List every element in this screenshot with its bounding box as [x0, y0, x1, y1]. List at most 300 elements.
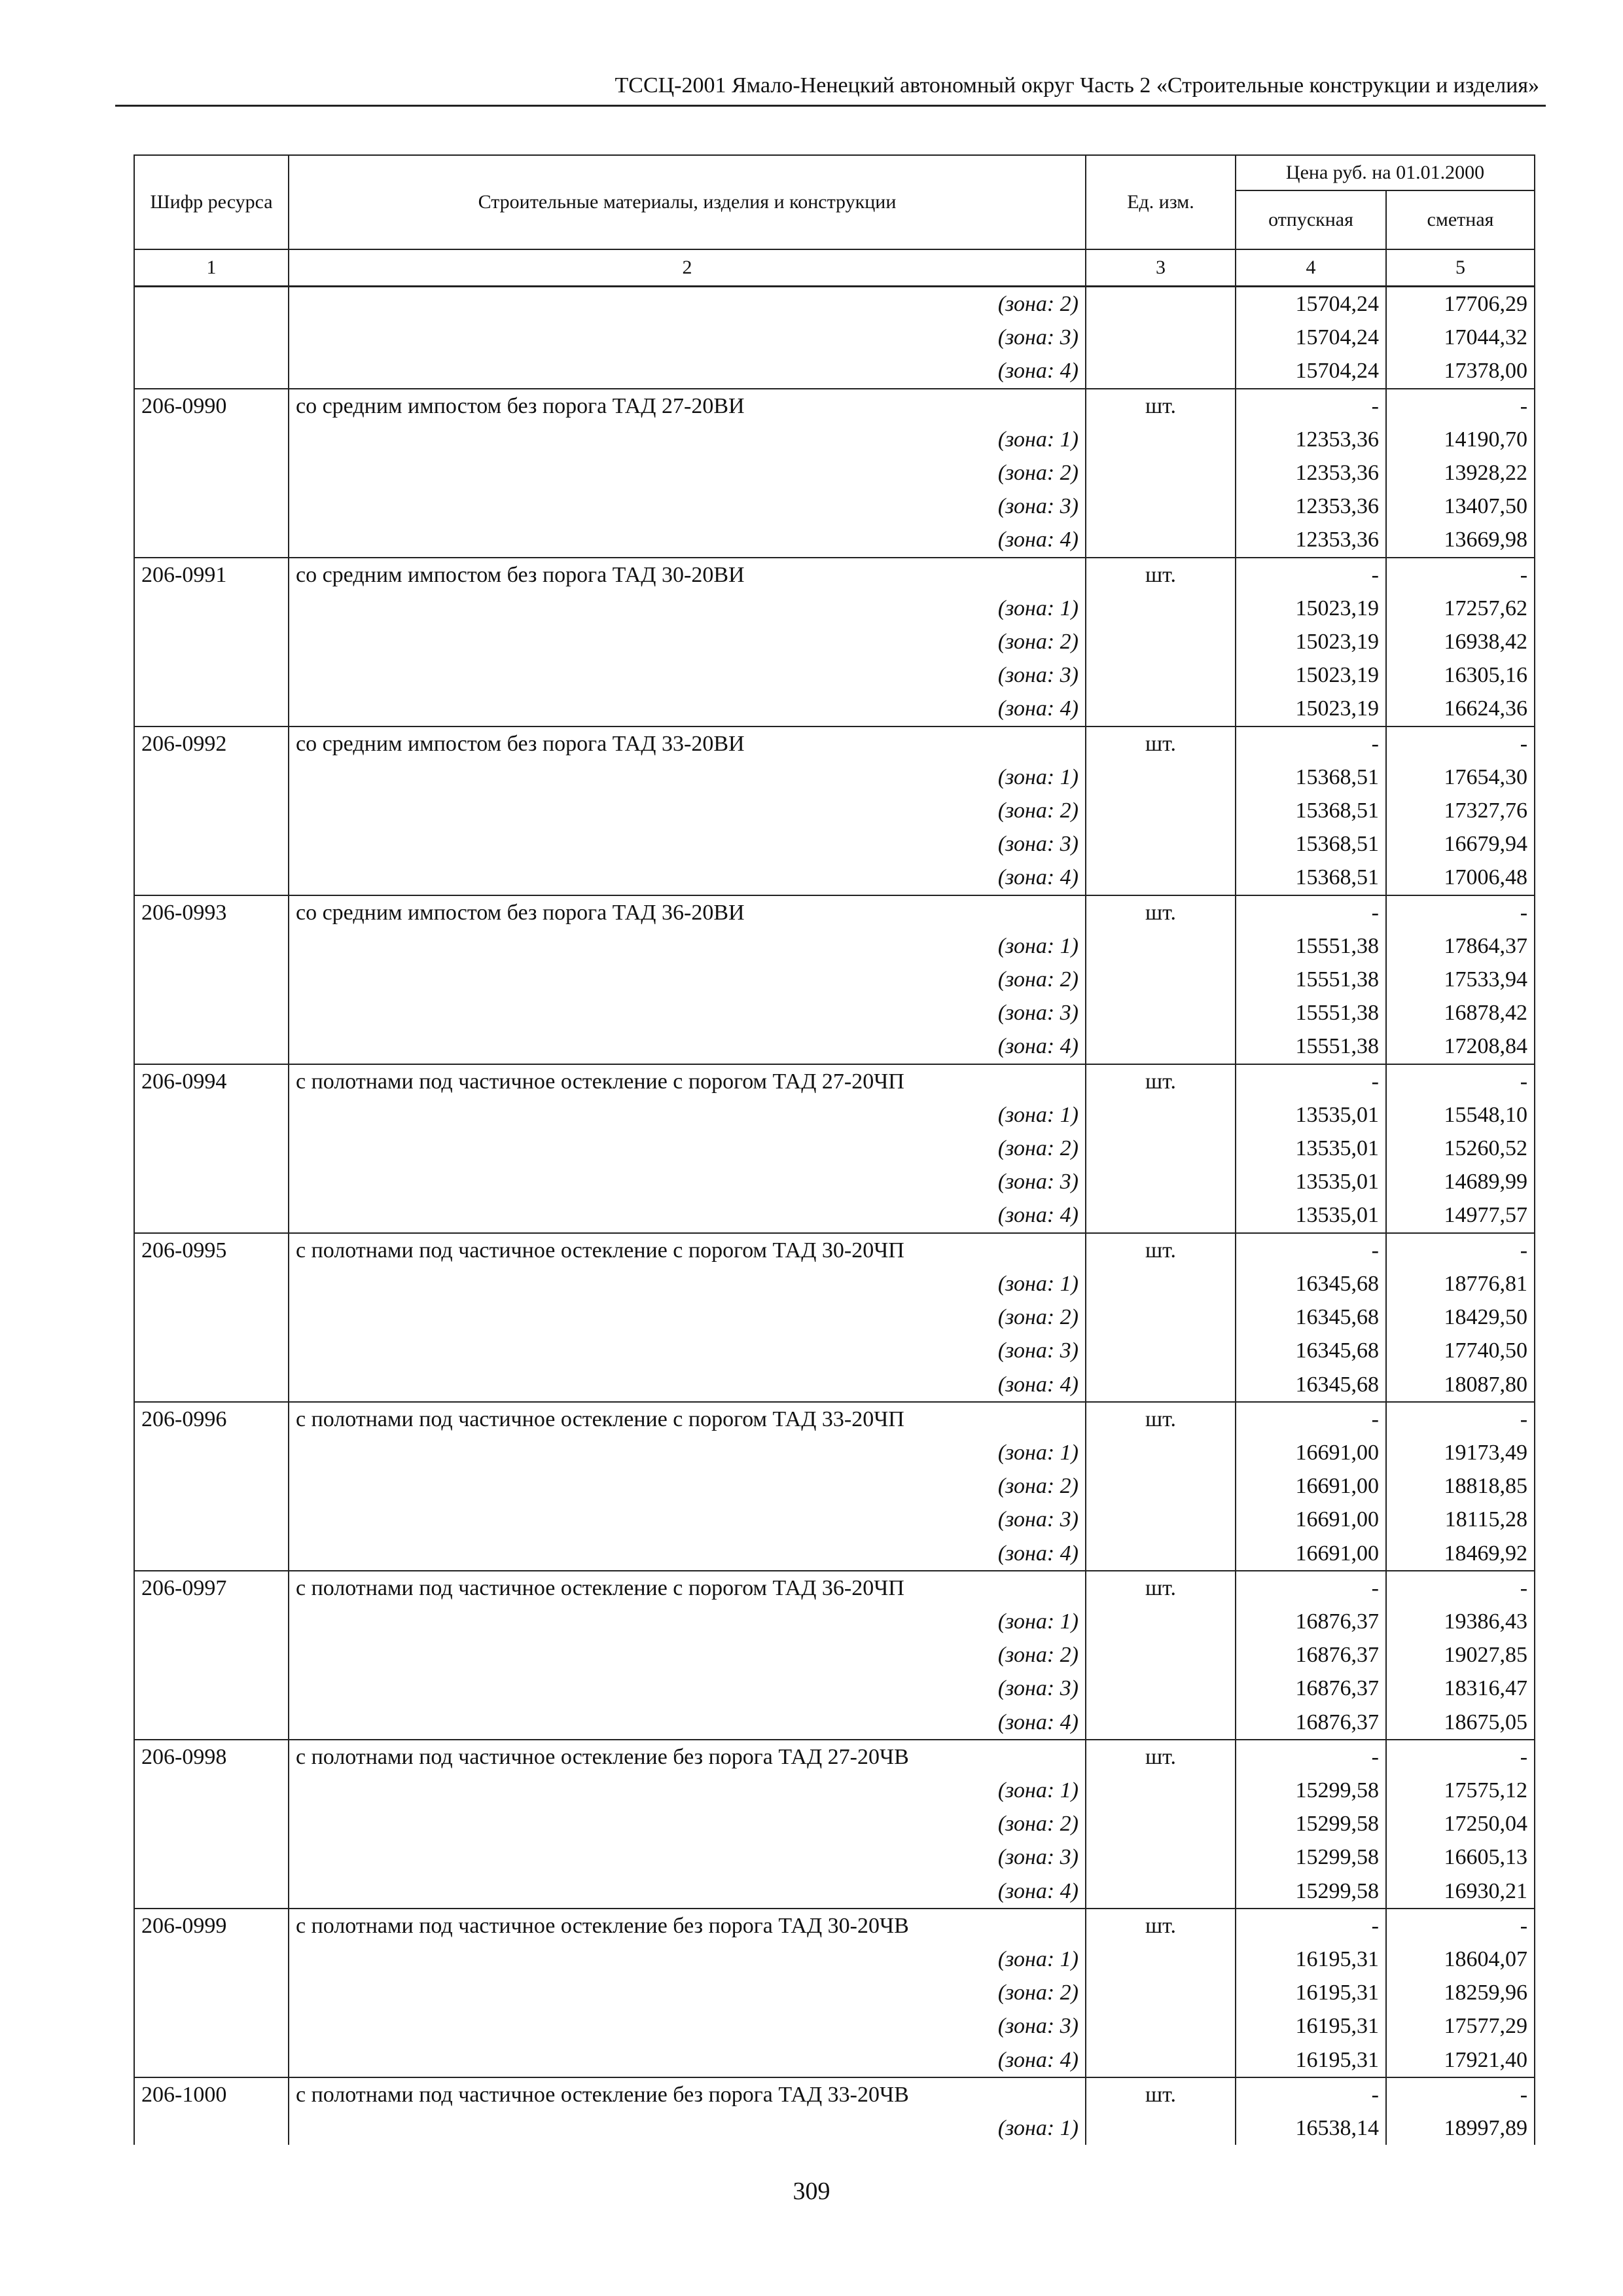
zone-label-cell: (зона: 4)	[289, 1368, 1086, 1402]
table-row-zone	[134, 1605, 1535, 1638]
release-price-cell: 12353,36	[1236, 523, 1386, 557]
table-row-resource	[134, 1402, 1535, 1436]
resource-code-cell	[134, 1368, 289, 1402]
resource-code-cell	[134, 1300, 289, 1334]
estimate-price-cell: 16878,42	[1386, 996, 1535, 1030]
release-price-cell: 15368,51	[1236, 827, 1386, 861]
resource-name-cell: с полотнами под частичное остекление с порогом ТАД 27-20ЧП	[289, 1064, 1086, 1098]
resource-code-cell	[134, 1672, 289, 1705]
unit-cell: шт.	[1086, 2077, 1236, 2111]
release-price-cell: -	[1236, 726, 1386, 761]
release-price-cell: -	[1236, 389, 1386, 423]
resource-code-cell: 206-0990	[134, 389, 289, 423]
release-price-cell: 16691,00	[1236, 1503, 1386, 1536]
table-row-zone	[134, 321, 1535, 354]
estimate-price-cell: 17740,50	[1386, 1334, 1535, 1367]
table-row-zone	[134, 1098, 1535, 1132]
zone-label-cell: (зона: 4)	[289, 1706, 1086, 1740]
release-price-cell: 15368,51	[1236, 861, 1386, 895]
resource-name-cell: со средним импостом без порога ТАД 30-20ВИ	[289, 558, 1086, 592]
estimate-price-cell: -	[1386, 558, 1535, 592]
release-price-cell: 13535,01	[1236, 1198, 1386, 1232]
unit-cell	[1086, 2111, 1236, 2145]
table-row-zone	[134, 1469, 1535, 1503]
release-price-cell: 16345,68	[1236, 1300, 1386, 1334]
resource-code-cell	[134, 963, 289, 996]
resource-code-cell	[134, 1503, 289, 1536]
release-price-cell: 16345,68	[1236, 1334, 1386, 1367]
zone-label-cell: (зона: 4)	[289, 354, 1086, 388]
estimate-price-cell: 16930,21	[1386, 1874, 1535, 1909]
estimate-price-cell: 18675,05	[1386, 1706, 1535, 1740]
table-row-zone	[134, 1198, 1535, 1232]
unit-cell	[1086, 1198, 1236, 1232]
release-price-cell: 12353,36	[1236, 490, 1386, 523]
release-price-cell: 15551,38	[1236, 963, 1386, 996]
unit-cell	[1086, 2009, 1236, 2043]
resource-code-cell: 206-0998	[134, 1740, 289, 1774]
estimate-price-cell: 17533,94	[1386, 963, 1535, 996]
resource-code-cell	[134, 1165, 289, 1198]
table-row-zone	[134, 1132, 1535, 1165]
resource-code-cell: 206-0997	[134, 1571, 289, 1605]
resource-code-cell	[134, 1976, 289, 2009]
column-number: 5	[1386, 249, 1535, 287]
unit-cell: шт.	[1086, 558, 1236, 592]
zone-label-cell: (зона: 2)	[289, 1469, 1086, 1503]
zone-label-cell: (зона: 1)	[289, 929, 1086, 963]
unit-cell	[1086, 423, 1236, 456]
estimate-price-cell: 17250,04	[1386, 1807, 1535, 1840]
column-header-unit: Ед. изм.	[1086, 155, 1236, 249]
release-price-cell: 16691,00	[1236, 1469, 1386, 1503]
unit-cell	[1086, 658, 1236, 692]
resource-code-cell	[134, 996, 289, 1030]
zone-label-cell: (зона: 3)	[289, 2009, 1086, 2043]
release-price-cell: -	[1236, 1064, 1386, 1098]
resource-code-cell: 206-1000	[134, 2077, 289, 2111]
resource-code-cell: 206-0995	[134, 1233, 289, 1267]
zone-label-cell: (зона: 3)	[289, 827, 1086, 861]
release-price-cell: 15023,19	[1236, 592, 1386, 625]
estimate-price-cell: -	[1386, 2077, 1535, 2111]
unit-cell	[1086, 794, 1236, 827]
release-price-cell: 15704,24	[1236, 354, 1386, 388]
release-price-cell: 16876,37	[1236, 1638, 1386, 1672]
resource-code-cell	[134, 523, 289, 557]
unit-cell	[1086, 1537, 1236, 1571]
table-row-zone	[134, 1165, 1535, 1198]
zone-label-cell: (зона: 2)	[289, 794, 1086, 827]
unit-cell: шт.	[1086, 1402, 1236, 1436]
unit-cell	[1086, 827, 1236, 861]
unit-cell	[1086, 1503, 1236, 1536]
table-row-zone	[134, 1874, 1535, 1909]
release-price-cell: 16876,37	[1236, 1672, 1386, 1705]
table-row-zone	[134, 1976, 1535, 2009]
estimate-price-cell: 13407,50	[1386, 490, 1535, 523]
table-row-zone	[134, 1300, 1535, 1334]
header-rule	[115, 105, 1546, 107]
unit-cell	[1086, 1706, 1236, 1740]
zone-label-cell: (зона: 3)	[289, 1503, 1086, 1536]
table-row-resource	[134, 1233, 1535, 1267]
document-header-title: ТССЦ-2001 Ямало-Ненецкий автономный округ Часть 2 «Строительные конструкции и изделия»	[615, 73, 1539, 98]
unit-cell	[1086, 1774, 1236, 1807]
resource-code-cell: 206-0991	[134, 558, 289, 592]
release-price-cell: 12353,36	[1236, 456, 1386, 490]
resource-name-cell: с полотнами под частичное остекление без порога ТАД 33-20ЧВ	[289, 2077, 1086, 2111]
table-row-zone	[134, 794, 1535, 827]
unit-cell	[1086, 1943, 1236, 1976]
column-header-estimate-price: сметная	[1386, 190, 1535, 249]
resource-code-cell	[134, 287, 289, 321]
estimate-price-cell: 13669,98	[1386, 523, 1535, 557]
release-price-cell: -	[1236, 1402, 1386, 1436]
table-row-zone	[134, 692, 1535, 726]
release-price-cell: 13535,01	[1236, 1098, 1386, 1132]
release-price-cell: 15368,51	[1236, 794, 1386, 827]
estimate-price-cell: -	[1386, 895, 1535, 929]
zone-label-cell: (зона: 4)	[289, 2043, 1086, 2077]
table-row-resource	[134, 558, 1535, 592]
release-price-cell: -	[1236, 2077, 1386, 2111]
resource-code-cell	[134, 1267, 289, 1300]
resource-code-cell: 206-0992	[134, 726, 289, 761]
unit-cell	[1086, 287, 1236, 321]
unit-cell	[1086, 523, 1236, 557]
zone-label-cell: (зона: 3)	[289, 321, 1086, 354]
table-row-resource	[134, 2077, 1535, 2111]
release-price-cell: -	[1236, 1233, 1386, 1267]
zone-label-cell: (зона: 1)	[289, 1436, 1086, 1469]
resource-code-cell	[134, 1943, 289, 1976]
release-price-cell: 15551,38	[1236, 929, 1386, 963]
unit-cell: шт.	[1086, 726, 1236, 761]
unit-cell	[1086, 1368, 1236, 1402]
estimate-price-cell: 17706,29	[1386, 287, 1535, 321]
table-row-zone	[134, 827, 1535, 861]
release-price-cell: 15704,24	[1236, 287, 1386, 321]
release-price-cell: 16876,37	[1236, 1706, 1386, 1740]
unit-cell	[1086, 1672, 1236, 1705]
unit-cell	[1086, 321, 1236, 354]
estimate-price-cell: 13928,22	[1386, 456, 1535, 490]
release-price-cell: 15704,24	[1236, 321, 1386, 354]
zone-label-cell: (зона: 1)	[289, 2111, 1086, 2145]
table-row-zone	[134, 2043, 1535, 2077]
unit-cell	[1086, 1300, 1236, 1334]
release-price-cell: -	[1236, 895, 1386, 929]
estimate-price-cell: 17044,32	[1386, 321, 1535, 354]
table-row-zone	[134, 2009, 1535, 2043]
unit-cell	[1086, 1334, 1236, 1367]
table-row-zone	[134, 929, 1535, 963]
resource-code-cell	[134, 861, 289, 895]
table-row-zone	[134, 761, 1535, 794]
unit-cell: шт.	[1086, 1740, 1236, 1774]
estimate-price-cell: 17921,40	[1386, 2043, 1535, 2077]
resource-code-cell	[134, 423, 289, 456]
estimate-price-cell: 18776,81	[1386, 1267, 1535, 1300]
resource-code-cell	[134, 1638, 289, 1672]
estimate-price-cell: -	[1386, 1233, 1535, 1267]
resource-code-cell	[134, 2009, 289, 2043]
table-row-zone	[134, 490, 1535, 523]
column-number: 1	[134, 249, 289, 287]
estimate-price-cell: 17654,30	[1386, 761, 1535, 794]
resource-code-cell	[134, 794, 289, 827]
resource-code-cell: 206-0993	[134, 895, 289, 929]
release-price-cell: 15551,38	[1236, 1030, 1386, 1064]
table-row-zone	[134, 456, 1535, 490]
table-row-zone	[134, 658, 1535, 692]
zone-label-cell: (зона: 3)	[289, 1840, 1086, 1874]
resource-code-cell	[134, 354, 289, 388]
unit-cell	[1086, 692, 1236, 726]
table-row-zone	[134, 1638, 1535, 1672]
zone-label-cell: (зона: 1)	[289, 592, 1086, 625]
table-row-zone	[134, 1267, 1535, 1300]
resource-code-cell	[134, 1774, 289, 1807]
table-row-resource	[134, 1909, 1535, 1943]
table-row-zone	[134, 1436, 1535, 1469]
zone-label-cell: (зона: 1)	[289, 1267, 1086, 1300]
estimate-price-cell: 16679,94	[1386, 827, 1535, 861]
resource-code-cell	[134, 1469, 289, 1503]
unit-cell	[1086, 456, 1236, 490]
estimate-price-cell: 17208,84	[1386, 1030, 1535, 1064]
zone-label-cell: (зона: 4)	[289, 1874, 1086, 1909]
table-row-zone	[134, 592, 1535, 625]
unit-cell	[1086, 1840, 1236, 1874]
resource-code-cell	[134, 1605, 289, 1638]
zone-label-cell: (зона: 1)	[289, 761, 1086, 794]
release-price-cell: 16195,31	[1236, 2043, 1386, 2077]
release-price-cell: 15299,58	[1236, 1874, 1386, 1909]
estimate-price-cell: 18087,80	[1386, 1368, 1535, 1402]
table-row-zone	[134, 1774, 1535, 1807]
unit-cell	[1086, 1436, 1236, 1469]
estimate-price-cell: 14689,99	[1386, 1165, 1535, 1198]
table-row-zone	[134, 1334, 1535, 1367]
resource-name-cell: с полотнами под частичное остекление с порогом ТАД 30-20ЧП	[289, 1233, 1086, 1267]
zone-label-cell: (зона: 2)	[289, 1807, 1086, 1840]
release-price-cell: 15023,19	[1236, 692, 1386, 726]
column-number: 4	[1236, 249, 1386, 287]
resource-code-cell	[134, 1098, 289, 1132]
resource-code-cell	[134, 658, 289, 692]
estimate-price-cell: 17864,37	[1386, 929, 1535, 963]
table-row-zone	[134, 2111, 1535, 2145]
resource-name-cell: со средним импостом без порога ТАД 33-20ВИ	[289, 726, 1086, 761]
unit-cell	[1086, 1874, 1236, 1909]
estimate-price-cell: 18115,28	[1386, 1503, 1535, 1536]
table-row-zone	[134, 1672, 1535, 1705]
unit-cell	[1086, 490, 1236, 523]
zone-label-cell: (зона: 3)	[289, 658, 1086, 692]
zone-label-cell: (зона: 2)	[289, 1638, 1086, 1672]
zone-label-cell: (зона: 2)	[289, 1132, 1086, 1165]
unit-cell	[1086, 963, 1236, 996]
release-price-cell: 16876,37	[1236, 1605, 1386, 1638]
estimate-price-cell: -	[1386, 726, 1535, 761]
unit-cell	[1086, 1976, 1236, 2009]
resource-code-cell	[134, 1334, 289, 1367]
resource-name-cell: с полотнами под частичное остекление с порогом ТАД 33-20ЧП	[289, 1402, 1086, 1436]
price-table	[134, 154, 1535, 2145]
table-body	[134, 287, 1535, 2145]
unit-cell	[1086, 1165, 1236, 1198]
zone-label-cell: (зона: 1)	[289, 423, 1086, 456]
release-price-cell: -	[1236, 1571, 1386, 1605]
table-row-zone	[134, 354, 1535, 388]
release-price-cell: 15368,51	[1236, 761, 1386, 794]
estimate-price-cell: 19027,85	[1386, 1638, 1535, 1672]
release-price-cell: 13535,01	[1236, 1132, 1386, 1165]
estimate-price-cell: 16305,16	[1386, 658, 1535, 692]
zone-label-cell: (зона: 2)	[289, 625, 1086, 658]
resource-code-cell	[134, 1537, 289, 1571]
estimate-price-cell: 18429,50	[1386, 1300, 1535, 1334]
resource-code-cell	[134, 625, 289, 658]
table-row-zone	[134, 1840, 1535, 1874]
resource-code-cell	[134, 1436, 289, 1469]
release-price-cell: 16345,68	[1236, 1267, 1386, 1300]
zone-label-cell: (зона: 2)	[289, 1300, 1086, 1334]
table-row-zone	[134, 1503, 1535, 1536]
zone-label-cell: (зона: 3)	[289, 996, 1086, 1030]
release-price-cell: 12353,36	[1236, 423, 1386, 456]
unit-cell: шт.	[1086, 1909, 1236, 1943]
estimate-price-cell: 16605,13	[1386, 1840, 1535, 1874]
table-row-resource	[134, 389, 1535, 423]
unit-cell: шт.	[1086, 1064, 1236, 1098]
estimate-price-cell: 18316,47	[1386, 1672, 1535, 1705]
zone-label-cell: (зона: 2)	[289, 963, 1086, 996]
unit-cell	[1086, 1638, 1236, 1672]
resource-code-cell	[134, 1132, 289, 1165]
resource-code-cell	[134, 827, 289, 861]
release-price-cell: 16691,00	[1236, 1537, 1386, 1571]
estimate-price-cell: -	[1386, 389, 1535, 423]
resource-code-cell: 206-0999	[134, 1909, 289, 1943]
zone-label-cell: (зона: 4)	[289, 1030, 1086, 1064]
estimate-price-cell: 17577,29	[1386, 2009, 1535, 2043]
unit-cell: шт.	[1086, 1233, 1236, 1267]
estimate-price-cell: 17327,76	[1386, 794, 1535, 827]
unit-cell	[1086, 1469, 1236, 1503]
unit-cell	[1086, 1267, 1236, 1300]
release-price-cell: 16195,31	[1236, 1976, 1386, 2009]
column-number: 3	[1086, 249, 1236, 287]
zone-label-cell: (зона: 1)	[289, 1943, 1086, 1976]
zone-label-cell: (зона: 3)	[289, 1165, 1086, 1198]
zone-label-cell: (зона: 1)	[289, 1774, 1086, 1807]
resource-code-cell	[134, 1807, 289, 1840]
estimate-price-cell: -	[1386, 1571, 1535, 1605]
unit-cell	[1086, 1605, 1236, 1638]
table-row-resource	[134, 1064, 1535, 1098]
unit-cell	[1086, 761, 1236, 794]
resource-code-cell	[134, 2043, 289, 2077]
resource-code-cell: 206-0994	[134, 1064, 289, 1098]
unit-cell: шт.	[1086, 389, 1236, 423]
table-row-zone	[134, 1943, 1535, 1976]
resource-code-cell	[134, 1874, 289, 1909]
estimate-price-cell: 18818,85	[1386, 1469, 1535, 1503]
zone-label-cell: (зона: 2)	[289, 1976, 1086, 2009]
unit-cell	[1086, 996, 1236, 1030]
estimate-price-cell: -	[1386, 1402, 1535, 1436]
release-price-cell: 15023,19	[1236, 625, 1386, 658]
estimate-price-cell: 14977,57	[1386, 1198, 1535, 1232]
resource-code-cell	[134, 761, 289, 794]
table-row-zone	[134, 423, 1535, 456]
resource-code-cell	[134, 490, 289, 523]
resource-code-cell: 206-0996	[134, 1402, 289, 1436]
release-price-cell: -	[1236, 1740, 1386, 1774]
table-row-zone	[134, 1807, 1535, 1840]
page-number: 309	[793, 2178, 830, 2205]
table-row-resource	[134, 1571, 1535, 1605]
table-row-zone	[134, 963, 1535, 996]
resource-code-cell	[134, 1030, 289, 1064]
estimate-price-cell: 15260,52	[1386, 1132, 1535, 1165]
zone-label-cell: (зона: 4)	[289, 1537, 1086, 1571]
resource-name-cell: с полотнами под частичное остекление с порогом ТАД 36-20ЧП	[289, 1571, 1086, 1605]
table-row-zone	[134, 523, 1535, 557]
estimate-price-cell: 15548,10	[1386, 1098, 1535, 1132]
release-price-cell: 13535,01	[1236, 1165, 1386, 1198]
unit-cell	[1086, 1098, 1236, 1132]
resource-code-cell	[134, 1840, 289, 1874]
release-price-cell: 16691,00	[1236, 1436, 1386, 1469]
unit-cell	[1086, 1132, 1236, 1165]
release-price-cell: 15299,58	[1236, 1840, 1386, 1874]
release-price-cell: 16345,68	[1236, 1368, 1386, 1402]
unit-cell	[1086, 1030, 1236, 1064]
table-row-zone	[134, 625, 1535, 658]
estimate-price-cell: 18997,89	[1386, 2111, 1535, 2145]
zone-label-cell: (зона: 3)	[289, 1334, 1086, 1367]
resource-code-cell	[134, 321, 289, 354]
zone-label-cell: (зона: 4)	[289, 861, 1086, 895]
column-header-price-group: Цена руб. на 01.01.2000	[1236, 155, 1535, 190]
unit-cell	[1086, 1807, 1236, 1840]
table-row-resource	[134, 726, 1535, 761]
estimate-price-cell: 14190,70	[1386, 423, 1535, 456]
release-price-cell: 16538,14	[1236, 2111, 1386, 2145]
estimate-price-cell: 18259,96	[1386, 1976, 1535, 2009]
estimate-price-cell: -	[1386, 1740, 1535, 1774]
resource-name-cell: с полотнами под частичное остекление без порога ТАД 30-20ЧВ	[289, 1909, 1086, 1943]
resource-name-cell: со средним импостом без порога ТАД 36-20ВИ	[289, 895, 1086, 929]
release-price-cell: 16195,31	[1236, 1943, 1386, 1976]
estimate-price-cell: -	[1386, 1909, 1535, 1943]
column-header-name: Строительные материалы, изделия и конструкции	[289, 155, 1086, 249]
column-header-code: Шифр ресурса	[134, 155, 289, 249]
estimate-price-cell: -	[1386, 1064, 1535, 1098]
resource-code-cell	[134, 1706, 289, 1740]
unit-cell: шт.	[1086, 1571, 1236, 1605]
zone-label-cell: (зона: 3)	[289, 490, 1086, 523]
release-price-cell: 15551,38	[1236, 996, 1386, 1030]
resource-name-cell: со средним импостом без порога ТАД 27-20ВИ	[289, 389, 1086, 423]
estimate-price-cell: 17575,12	[1386, 1774, 1535, 1807]
unit-cell: шт.	[1086, 895, 1236, 929]
release-price-cell: 15023,19	[1236, 658, 1386, 692]
